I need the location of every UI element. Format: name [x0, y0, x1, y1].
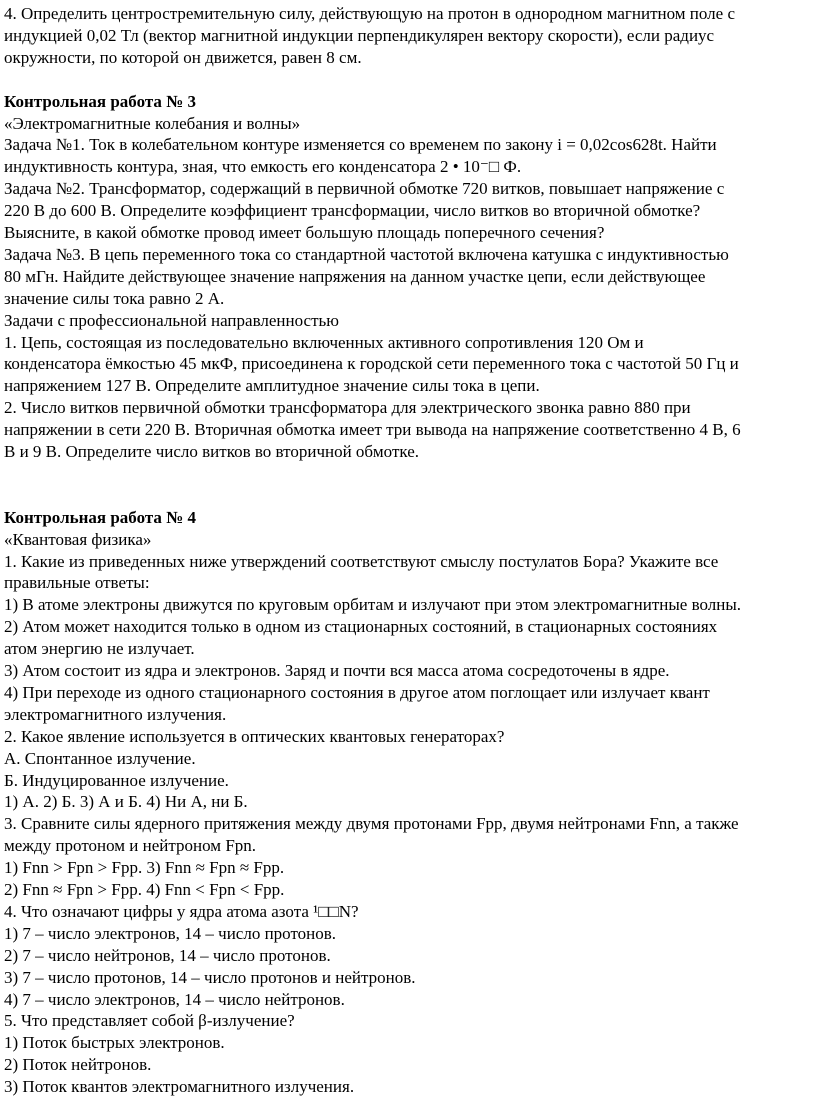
text-line: 3) Поток квантов электромагнитного излучения.: [4, 1077, 355, 1097]
text-line: Задача №1. Ток в колебательном контуре изменяется со временем по закону i = 0,02cos628t. Найти: [4, 135, 717, 155]
text-line: 220 В до 600 В. Определите коэффициент трансформации, число витков во вторичной обмотке?: [4, 201, 701, 221]
text-line: 2. Число витков первичной обмотки трансформатора для электрического звонка равно 880 при: [4, 398, 691, 418]
text-line: «Квантовая физика»: [4, 529, 152, 549]
text-line: 1) Поток быстрых электронов.: [4, 1033, 225, 1053]
text-line: 2. Какое явление используется в оптических квантовых генераторах?: [4, 726, 505, 746]
text-line: индуктивность контура, зная, что емкость его конденсатора 2 • 10⁻□ Ф.: [4, 157, 522, 177]
text-line: атом энергию не излучает.: [4, 639, 195, 659]
text-line: 1) 7 – число электронов, 14 – число протонов.: [4, 923, 337, 943]
section-heading: Контрольная работа № 4: [4, 507, 196, 527]
text-line: Задача №2. Трансформатор, содержащий в первичной обмотке 720 витков, повышает напряжение с: [4, 179, 725, 199]
text-line: 3) 7 – число протонов, 14 – число протонов и нейтронов.: [4, 967, 416, 987]
text-line: электромагнитного излучения.: [4, 704, 227, 724]
text-line: 4. Что означают цифры у ядра атома азота ¹□□N?: [4, 901, 359, 921]
text-line: В и 9 В. Определите число витков во вторичной обмотке.: [4, 442, 420, 461]
text-line: правильные ответы:: [4, 573, 150, 593]
text-line: 2) 7 – число нейтронов, 14 – число протонов.: [4, 945, 331, 965]
text-line: 2) Fnn ≈ Fpn > Fpp. 4) Fnn < Fpn < Fpp.: [4, 880, 285, 899]
text-line: Задачи с профессиональной направленностью: [4, 310, 339, 330]
text-line: «Электромагнитные колебания и волны»: [4, 113, 301, 133]
section-heading: Контрольная работа № 3: [4, 91, 196, 111]
text-line: 1) А. 2) Б. 3) А и Б. 4) Ни А, ни Б.: [4, 792, 248, 812]
text-line: значение силы тока равно 2 А.: [4, 288, 225, 308]
text-line: 4. Определить центростремительную силу, действующую на протон в однородном магнитном поле с: [4, 4, 735, 23]
text-line: А. Спонтанное излучение.: [4, 748, 196, 768]
text-line: 1) В атоме электроны движутся по круговым орбитам и излучают при этом электромагнитные волны.: [4, 595, 742, 615]
text-line: 2) Атом может находится только в одном из стационарных состояний, в стационарных состояниях: [4, 617, 718, 637]
text-line: 80 мГн. Найдите действующее значение напряжения на данном участке цепи, если действующее: [4, 266, 706, 286]
text-line: 5. Что представляет собой β-излучение?: [4, 1011, 295, 1031]
text-line: 3. Сравните силы ядерного притяжения между двумя протонами Fpp, двумя нейтронами Fnn, а также: [4, 814, 739, 834]
text-line: окружности, по которой он движется, равен 8 см.: [4, 47, 362, 67]
text-line: индукцией 0,02 Тл (вектор магнитной индукции перпендикулярен вектору скорости), если радиус: [4, 25, 715, 45]
text-line: 4) При переходе из одного стационарного состояния в другое атом поглощает или излучает квант: [4, 682, 710, 702]
text-line: 1) Fnn > Fpn > Fpp. 3) Fnn ≈ Fpn ≈ Fpp.: [4, 858, 285, 878]
text-line: Б. Индуцированное излучение.: [4, 770, 229, 790]
text-line: напряжением 127 В. Определите амплитудное значение силы тока в цепи.: [4, 376, 540, 396]
text-line: напряжении в сети 220 В. Вторичная обмотка имеет три вывода на напряжение соответственно 4 В, 6: [4, 420, 741, 440]
text-line: 2) Поток нейтронов.: [4, 1055, 152, 1075]
text-line: Задача №3. В цепь переменного тока со стандартной частотой включена катушка с индуктивностью: [4, 244, 729, 264]
text-line: 1. Цепь, состоящая из последовательно включенных активного сопротивления 120 Ом и: [4, 332, 644, 352]
text-line: Выясните, в какой обмотке провод имеет большую площадь поперечного сечения?: [4, 223, 605, 242]
text-line: между протоном и нейтроном Fpn.: [4, 836, 257, 856]
text-line: конденсатора ёмкостью 45 мкФ, присоединена к городской сети переменного тока с частотой 50 Гц и: [4, 354, 739, 374]
text-line: 1. Какие из приведенных ниже утверждений соответствуют смыслу постулатов Бора? Укажите все: [4, 551, 719, 571]
text-line: 4) 7 – число электронов, 14 – число нейтронов.: [4, 989, 345, 1009]
text-line: 3) Атом состоит из ядра и электронов. Заряд и почти вся масса атома сосредоточены в ядре.: [4, 661, 670, 680]
